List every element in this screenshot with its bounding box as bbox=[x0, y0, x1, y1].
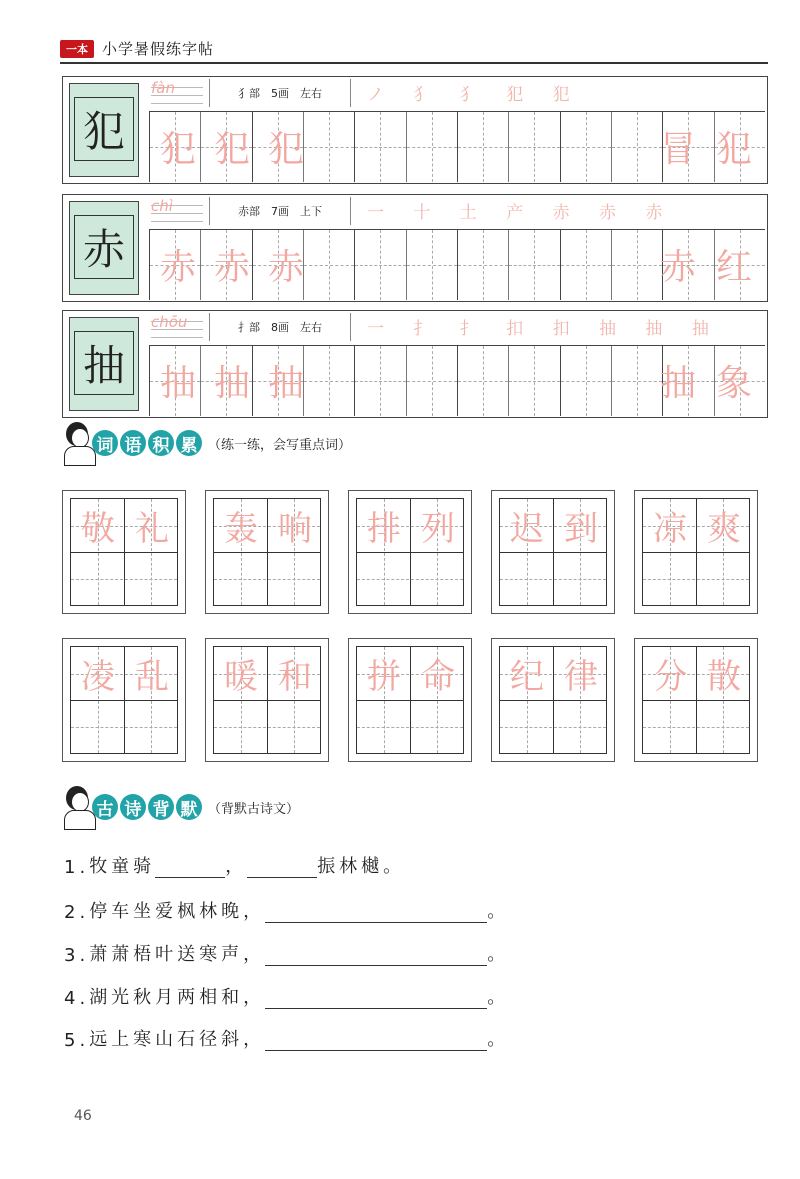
book-title: 小学暑假练字帖 bbox=[102, 40, 215, 58]
writing-cell[interactable] bbox=[457, 346, 508, 416]
model-char-box bbox=[69, 83, 139, 177]
vocab-char: 分 bbox=[653, 656, 687, 697]
writing-cell[interactable] bbox=[406, 230, 457, 300]
char-info: 犭部 5画 左右 bbox=[209, 79, 351, 107]
model-char: 犯 bbox=[74, 97, 134, 161]
vocab-char: 凌 bbox=[81, 656, 115, 697]
vocab-char: 排 bbox=[367, 508, 401, 549]
model-char-box bbox=[69, 201, 139, 295]
vocab-word-box[interactable] bbox=[491, 490, 615, 614]
word-char: 红 bbox=[715, 246, 752, 288]
poem-line-3: 3. 萧萧梧叶送寒声， 。 bbox=[64, 944, 510, 966]
poem-section-header bbox=[62, 786, 299, 828]
stroke-order: ノ 犭 犭 犯 犯 bbox=[367, 84, 582, 105]
vocab-word-box[interactable] bbox=[634, 490, 758, 614]
vocab-char: 爽 bbox=[707, 508, 741, 549]
vocab-word-box[interactable] bbox=[491, 638, 615, 762]
vocab-char: 礼 bbox=[135, 508, 169, 549]
vocab-char: 乱 bbox=[135, 656, 169, 697]
trace-char: 赤 bbox=[267, 246, 304, 288]
header-rule bbox=[60, 62, 768, 64]
model-char: 赤 bbox=[74, 215, 134, 279]
poem-subtitle: （背默古诗文） bbox=[208, 801, 300, 817]
vocab-char: 列 bbox=[421, 508, 455, 549]
vocab-char: 迟 bbox=[510, 508, 544, 549]
vocab-char: 到 bbox=[564, 508, 598, 549]
poem-line-4: 4. 湖光秋月两相和， 。 bbox=[64, 987, 510, 1009]
answer-blank[interactable] bbox=[265, 1032, 487, 1051]
vocab-subtitle: （练一练，会写重点词） bbox=[208, 437, 352, 453]
model-char: 抽 bbox=[74, 331, 134, 395]
writing-cell[interactable] bbox=[354, 112, 405, 182]
word-char: 象 bbox=[715, 362, 752, 404]
page-header bbox=[60, 38, 214, 59]
poem-line-1: 1. 牧童骑 ， 振林樾。 bbox=[64, 856, 406, 878]
writing-cell[interactable] bbox=[560, 230, 611, 300]
answer-blank[interactable] bbox=[265, 947, 487, 966]
vocab-word-box[interactable] bbox=[205, 490, 329, 614]
vocab-char: 律 bbox=[564, 656, 598, 697]
char-info: 扌部 8画 左右 bbox=[209, 313, 351, 341]
writing-cell[interactable] bbox=[508, 112, 559, 182]
word-char: 犯 bbox=[715, 128, 752, 170]
answer-blank[interactable] bbox=[155, 859, 225, 878]
answer-blank[interactable] bbox=[247, 859, 317, 878]
character-row bbox=[62, 310, 768, 418]
poem-title: 古 诗 背 默 bbox=[92, 794, 202, 820]
trace-char: 犯 bbox=[267, 128, 304, 170]
word-char: 赤 bbox=[659, 246, 696, 288]
vocab-section-header bbox=[62, 422, 351, 464]
brand-tag: 一本 bbox=[60, 40, 94, 58]
trace-char: 抽 bbox=[267, 362, 304, 404]
writing-cell[interactable] bbox=[406, 112, 457, 182]
pinyin: chì bbox=[151, 197, 203, 225]
pinyin: fàn bbox=[151, 79, 203, 107]
vocab-title: 词 语 积 累 bbox=[92, 430, 202, 456]
trace-char: 赤 bbox=[213, 246, 250, 288]
vocab-char: 凉 bbox=[653, 508, 687, 549]
vocab-char: 暖 bbox=[224, 656, 258, 697]
poem-line-5: 5. 远上寒山石径斜， 。 bbox=[64, 1029, 510, 1051]
writing-cell[interactable] bbox=[508, 346, 559, 416]
writing-cell[interactable] bbox=[457, 230, 508, 300]
writing-cell[interactable] bbox=[406, 346, 457, 416]
vocab-char: 散 bbox=[707, 656, 741, 697]
trace-char: 犯 bbox=[159, 128, 196, 170]
character-row bbox=[62, 76, 768, 184]
thinking-boy-icon bbox=[62, 786, 96, 828]
pinyin: chōu bbox=[151, 313, 203, 341]
writing-cell[interactable] bbox=[560, 346, 611, 416]
vocab-char: 命 bbox=[421, 656, 455, 697]
trace-char: 赤 bbox=[159, 246, 196, 288]
character-row bbox=[62, 194, 768, 302]
vocab-word-box[interactable] bbox=[62, 490, 186, 614]
vocab-word-box[interactable] bbox=[62, 638, 186, 762]
vocab-char: 响 bbox=[278, 508, 312, 549]
answer-blank[interactable] bbox=[265, 904, 487, 923]
trace-char: 抽 bbox=[159, 362, 196, 404]
writing-cell[interactable] bbox=[354, 346, 405, 416]
vocab-word-box[interactable] bbox=[205, 638, 329, 762]
writing-cell[interactable] bbox=[457, 112, 508, 182]
word-char: 冒 bbox=[659, 128, 696, 170]
writing-cell[interactable] bbox=[354, 230, 405, 300]
vocab-char: 敬 bbox=[81, 508, 115, 549]
vocab-char: 和 bbox=[278, 656, 312, 697]
model-char-box bbox=[69, 317, 139, 411]
writing-cell[interactable] bbox=[560, 112, 611, 182]
trace-char: 犯 bbox=[213, 128, 250, 170]
char-info: 赤部 7画 上下 bbox=[209, 197, 351, 225]
word-char: 抽 bbox=[659, 362, 696, 404]
writing-cell[interactable] bbox=[508, 230, 559, 300]
poem-line-2: 2. 停车坐爱枫林晚， 。 bbox=[64, 901, 510, 923]
vocab-char: 轰 bbox=[224, 508, 258, 549]
stroke-order: 一 扌 扌 扣 扣 抽 抽 抽 bbox=[367, 318, 721, 339]
vocab-word-box[interactable] bbox=[634, 638, 758, 762]
vocab-char: 拼 bbox=[367, 656, 401, 697]
stroke-order: 一 十 土 产 赤 赤 赤 bbox=[367, 202, 675, 223]
vocab-char: 纪 bbox=[510, 656, 544, 697]
answer-blank[interactable] bbox=[265, 990, 487, 1009]
vocab-word-box[interactable] bbox=[348, 638, 472, 762]
vocab-word-box[interactable] bbox=[348, 490, 472, 614]
page-number: 46 bbox=[74, 1108, 92, 1124]
thinking-boy-icon bbox=[62, 422, 96, 464]
trace-char: 抽 bbox=[213, 362, 250, 404]
